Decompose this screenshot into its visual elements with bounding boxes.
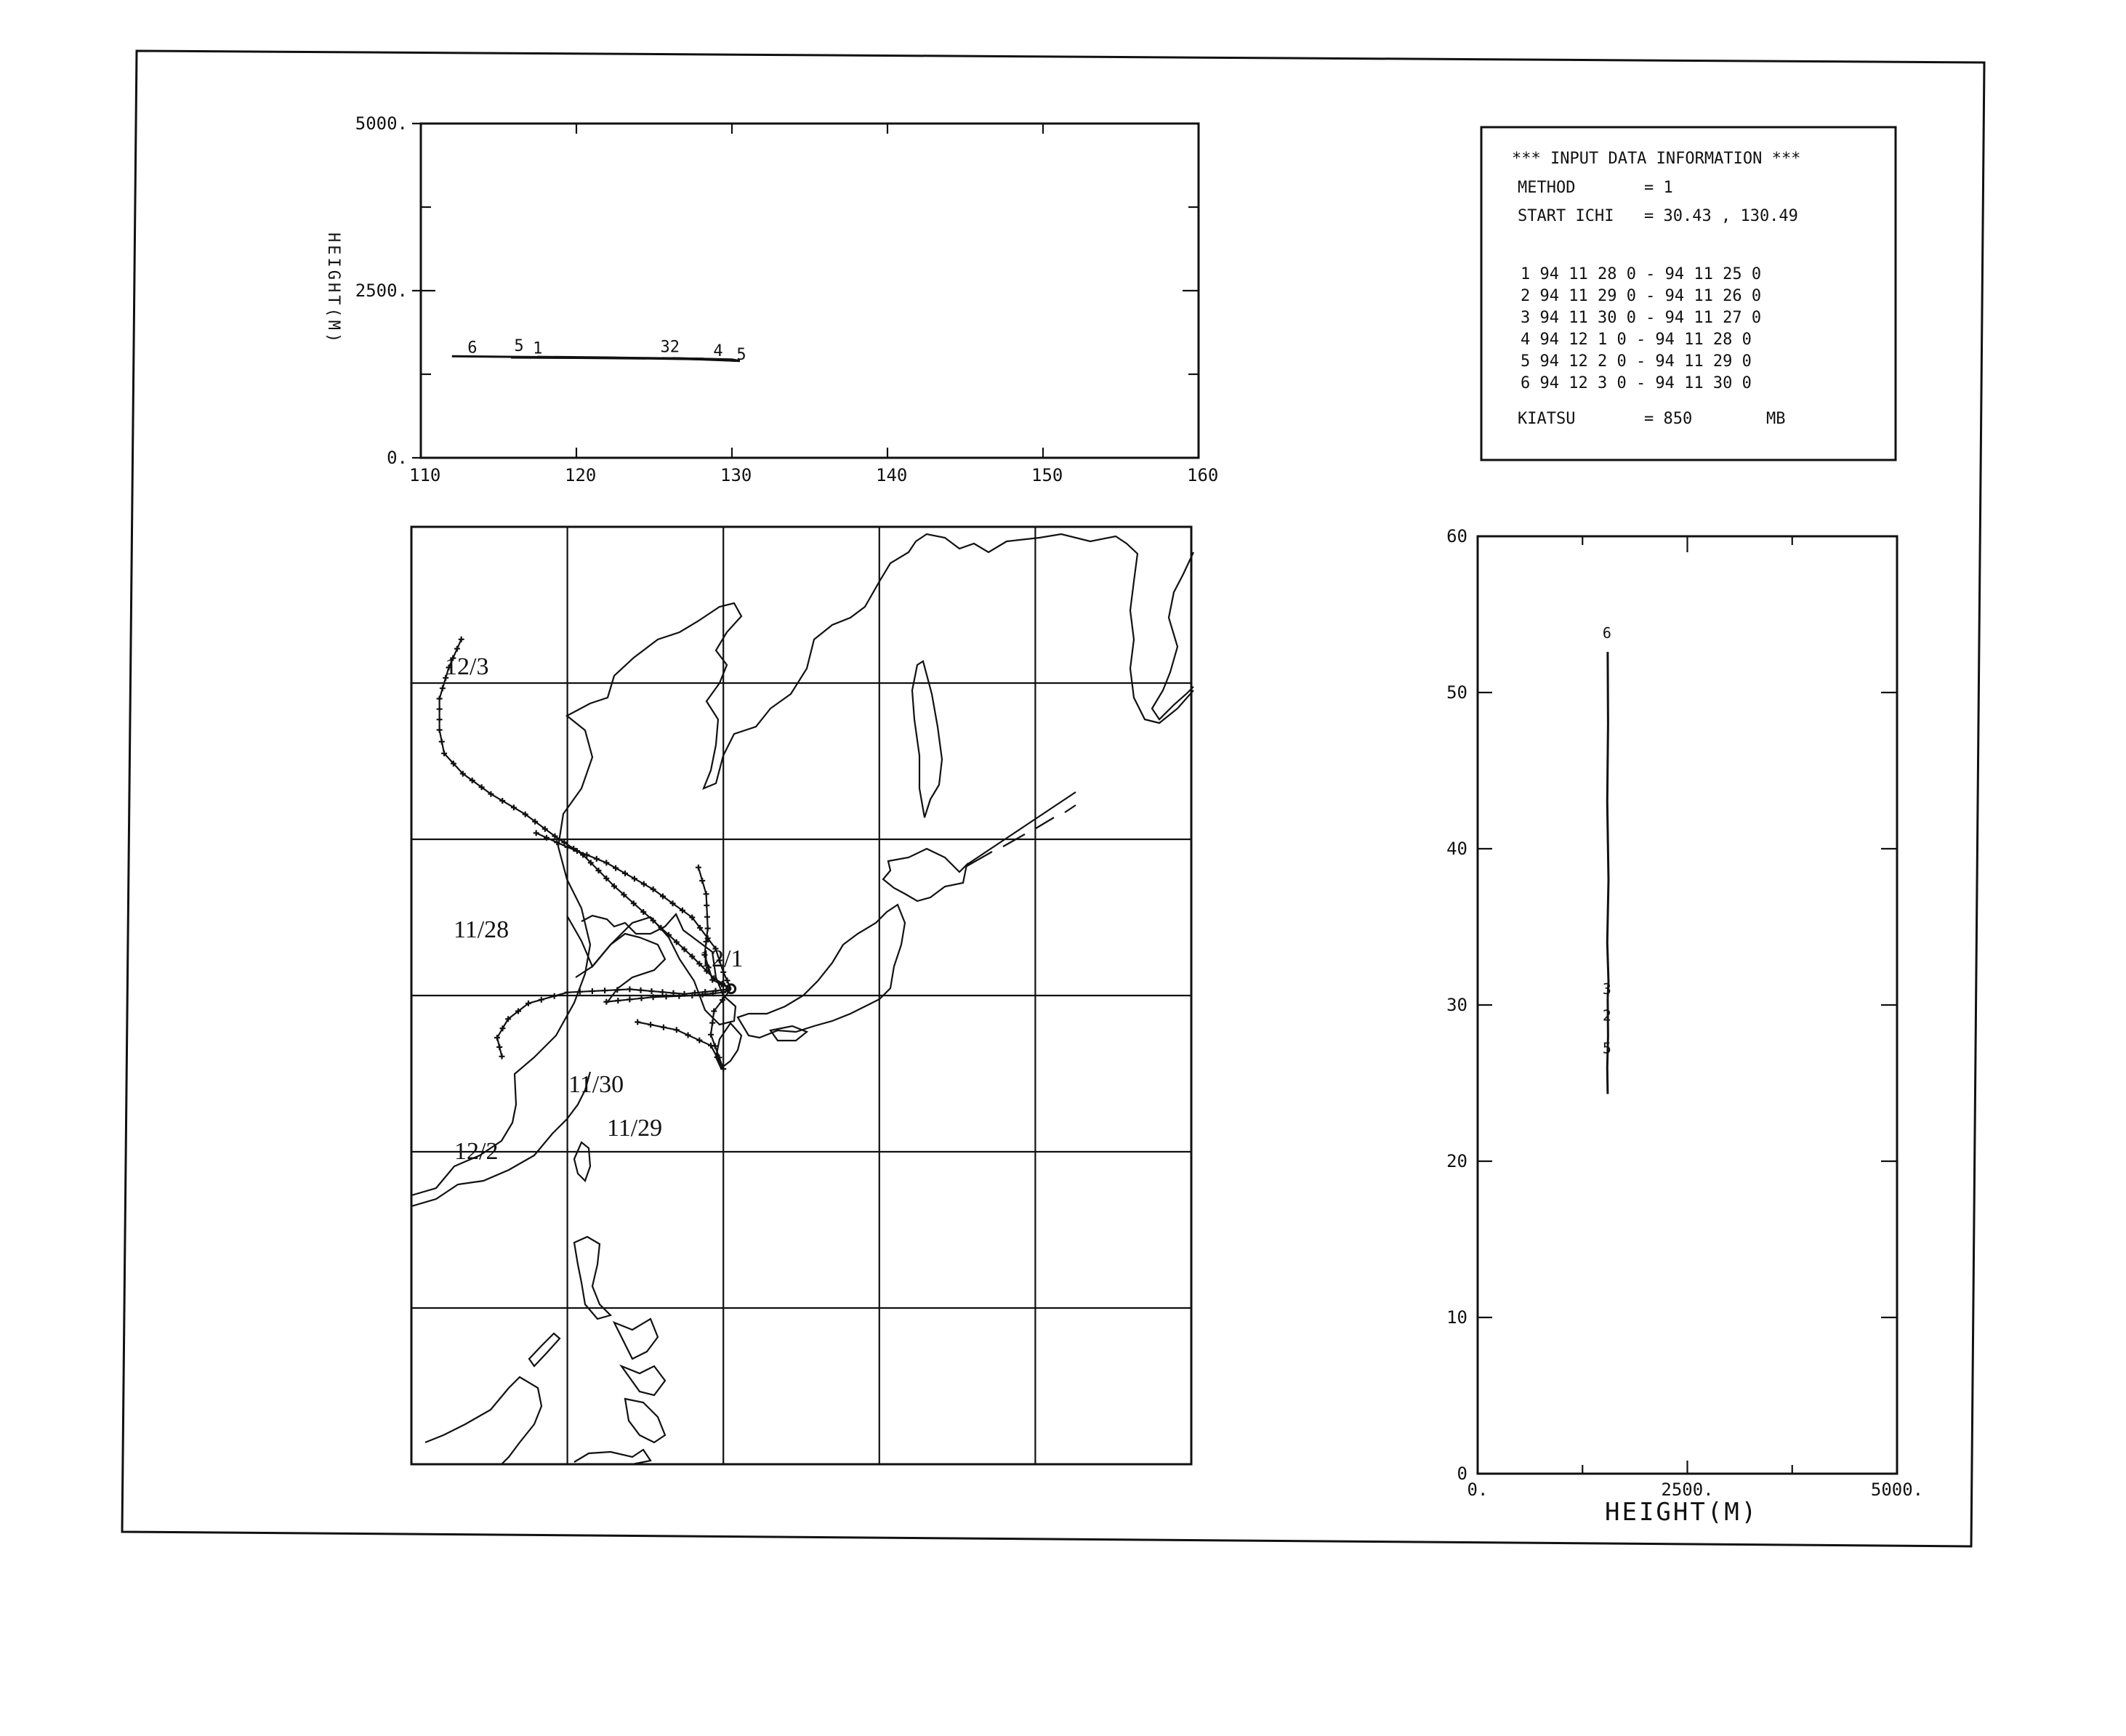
trajectory-marker [704,914,710,920]
height-latitude-panel [1446,526,1923,1527]
trajectory-marker [459,637,464,642]
coast-kamchatka [1152,552,1193,719]
info-row-3: 3 94 11 30 0 - 94 11 27 0 [1521,309,1762,327]
info-row-6: 6 94 12 3 0 - 94 11 30 0 [1521,374,1752,392]
trajectory-marker [437,706,443,712]
trajectory-marker [439,739,445,745]
y-tick-label: 30 [1446,995,1467,1015]
trajectory-marker [649,988,655,994]
point-label: 1 [533,339,543,358]
series-line-6 [1607,652,1608,998]
trajectory-marker [627,986,632,992]
trajectory-marker [674,1027,680,1033]
longitude-height-ticks [355,113,1219,485]
y-tick-label: 0. [387,448,408,468]
trajectory-marker [725,977,730,983]
height-latitude-xlabel: HEIGHT(M) [1605,1498,1759,1527]
point-label: 5 [514,336,524,355]
x-tick-label: 5000. [1870,1479,1924,1500]
map-graticule [411,527,1191,1464]
trajectory-marker [496,1044,502,1050]
trajectory-marker [635,1020,640,1025]
trajectory-marker [454,646,460,652]
trajectory-marker [699,878,705,884]
info-row-5: 5 94 12 2 0 - 94 11 29 0 [1521,352,1752,371]
coast-visayas [614,1319,665,1395]
trajectory-date-labels [445,653,743,1165]
trajectory-marker [696,1038,702,1043]
coast-sakhalin [912,661,942,817]
trajectory-series [437,637,1076,1072]
longitude-height-ylabel: HEIGHT(M) [324,233,342,346]
point-label: 5 [1602,1039,1611,1057]
info-row-2: 2 94 11 29 0 - 94 11 26 0 [1521,287,1762,305]
trajectory-marker [594,856,600,862]
trajectory-map-panel [411,527,1193,1464]
trajectory-marker [648,1022,653,1028]
dashed-track [967,805,1076,866]
coast-mindanao [625,1399,665,1442]
trajectory-marker [437,696,443,702]
trajectory-marker [638,988,644,993]
trajectory-marker [696,865,701,871]
point-label: 3 [1602,980,1611,998]
date-label-11-29: 11/29 [607,1115,663,1142]
trajectory-marker [661,1025,667,1030]
y-tick-label: 60 [1446,526,1467,546]
trajectory-marker [705,926,711,932]
trajectory-marker [704,903,709,908]
info-row-4: 4 94 12 1 0 - 94 11 28 0 [1521,331,1752,349]
x-tick-label: 130 [720,465,752,485]
info-start-label: START ICHI [1518,207,1614,225]
x-tick-label: 160 [1187,465,1219,485]
longitude-height-series [452,356,740,360]
coast-shikoku [770,1026,807,1041]
date-label-12-2: 12/2 [454,1138,499,1165]
trajectory-marker [627,996,632,1002]
point-label: 32 [660,338,680,357]
info-kiatsu-unit: MB [1766,410,1786,428]
info-method-label: METHOD [1518,179,1576,197]
trajectory-marker [615,998,621,1004]
point-label: 6 [1602,623,1611,642]
y-tick-label: 20 [1446,1151,1467,1171]
trajectory-marker [664,993,669,999]
trajectory-marker [552,993,557,999]
longitude-height-panel [324,113,1218,485]
date-label-11-30: 11/30 [568,1071,624,1098]
coast-hokkaido [883,849,967,901]
coast-sulawesi [574,1450,651,1464]
trajectory-marker [685,1033,691,1038]
trajectory-marker [437,716,443,722]
trajectory-marker [720,1066,726,1072]
trajectory-marker [440,685,446,691]
height-latitude-ticks [1446,526,1923,1500]
trajectory-marker [660,989,666,995]
date-label-12-1: 12/1 [699,945,744,972]
date-label-11-28: 11/28 [454,916,510,943]
x-tick-label: 140 [876,465,908,485]
x-tick-label: 2500. [1661,1479,1714,1500]
height-latitude-series [1607,652,1608,1094]
info-kiatsu-label: KIATSU [1518,410,1576,428]
y-tick-label: 40 [1446,839,1467,859]
trajectory-marker [708,1032,714,1038]
input-data-info-box [1481,127,1896,460]
trajectory-marker [709,1020,715,1026]
x-tick-label: 110 [409,465,441,485]
info-row-1: 1 94 11 28 0 - 94 11 25 0 [1521,265,1762,283]
y-tick-label: 10 [1446,1307,1467,1328]
info-start-value: = 30.43 , 130.49 [1644,207,1798,225]
x-tick-label: 0. [1467,1479,1489,1500]
longitude-height-plot-frame [421,124,1199,458]
trajectory-marker [539,997,544,1003]
trajectory-marker [602,988,608,993]
coast-palawan [529,1333,560,1366]
trajectory-line [497,989,731,1057]
date-label-12-3: 12/3 [445,653,489,680]
coast-luzon [574,1237,611,1319]
coast-asia-mainland [411,534,1193,1195]
coastlines [411,534,1193,1464]
point-label: 2 [1602,1006,1611,1025]
trajectory-marker [565,990,571,996]
info-method-value: = 1 [1644,179,1673,197]
trajectory-marker [533,830,539,836]
point-label: 5 [736,345,746,364]
y-tick-label: 0 [1457,1464,1467,1484]
trajectory-marker [589,988,595,994]
y-tick-label: 2500. [355,280,408,301]
coast-kuril [967,792,1076,865]
coast-borneo [425,1377,541,1464]
y-tick-label: 5000. [355,113,408,134]
x-tick-label: 120 [565,465,597,485]
point-label: 4 [713,342,723,361]
info-kiatsu-value: = 850 [1644,410,1693,428]
height-latitude-plot-frame [1478,536,1897,1474]
trajectory-marker [499,1054,505,1059]
point-label: 6 [467,339,478,358]
y-tick-label: 50 [1446,682,1467,703]
trajectory-marker [704,891,709,897]
x-tick-label: 150 [1031,465,1063,485]
info-header: *** INPUT DATA INFORMATION *** [1512,150,1801,168]
trajectory-marker [437,727,443,733]
coast-taiwan [574,1142,590,1181]
